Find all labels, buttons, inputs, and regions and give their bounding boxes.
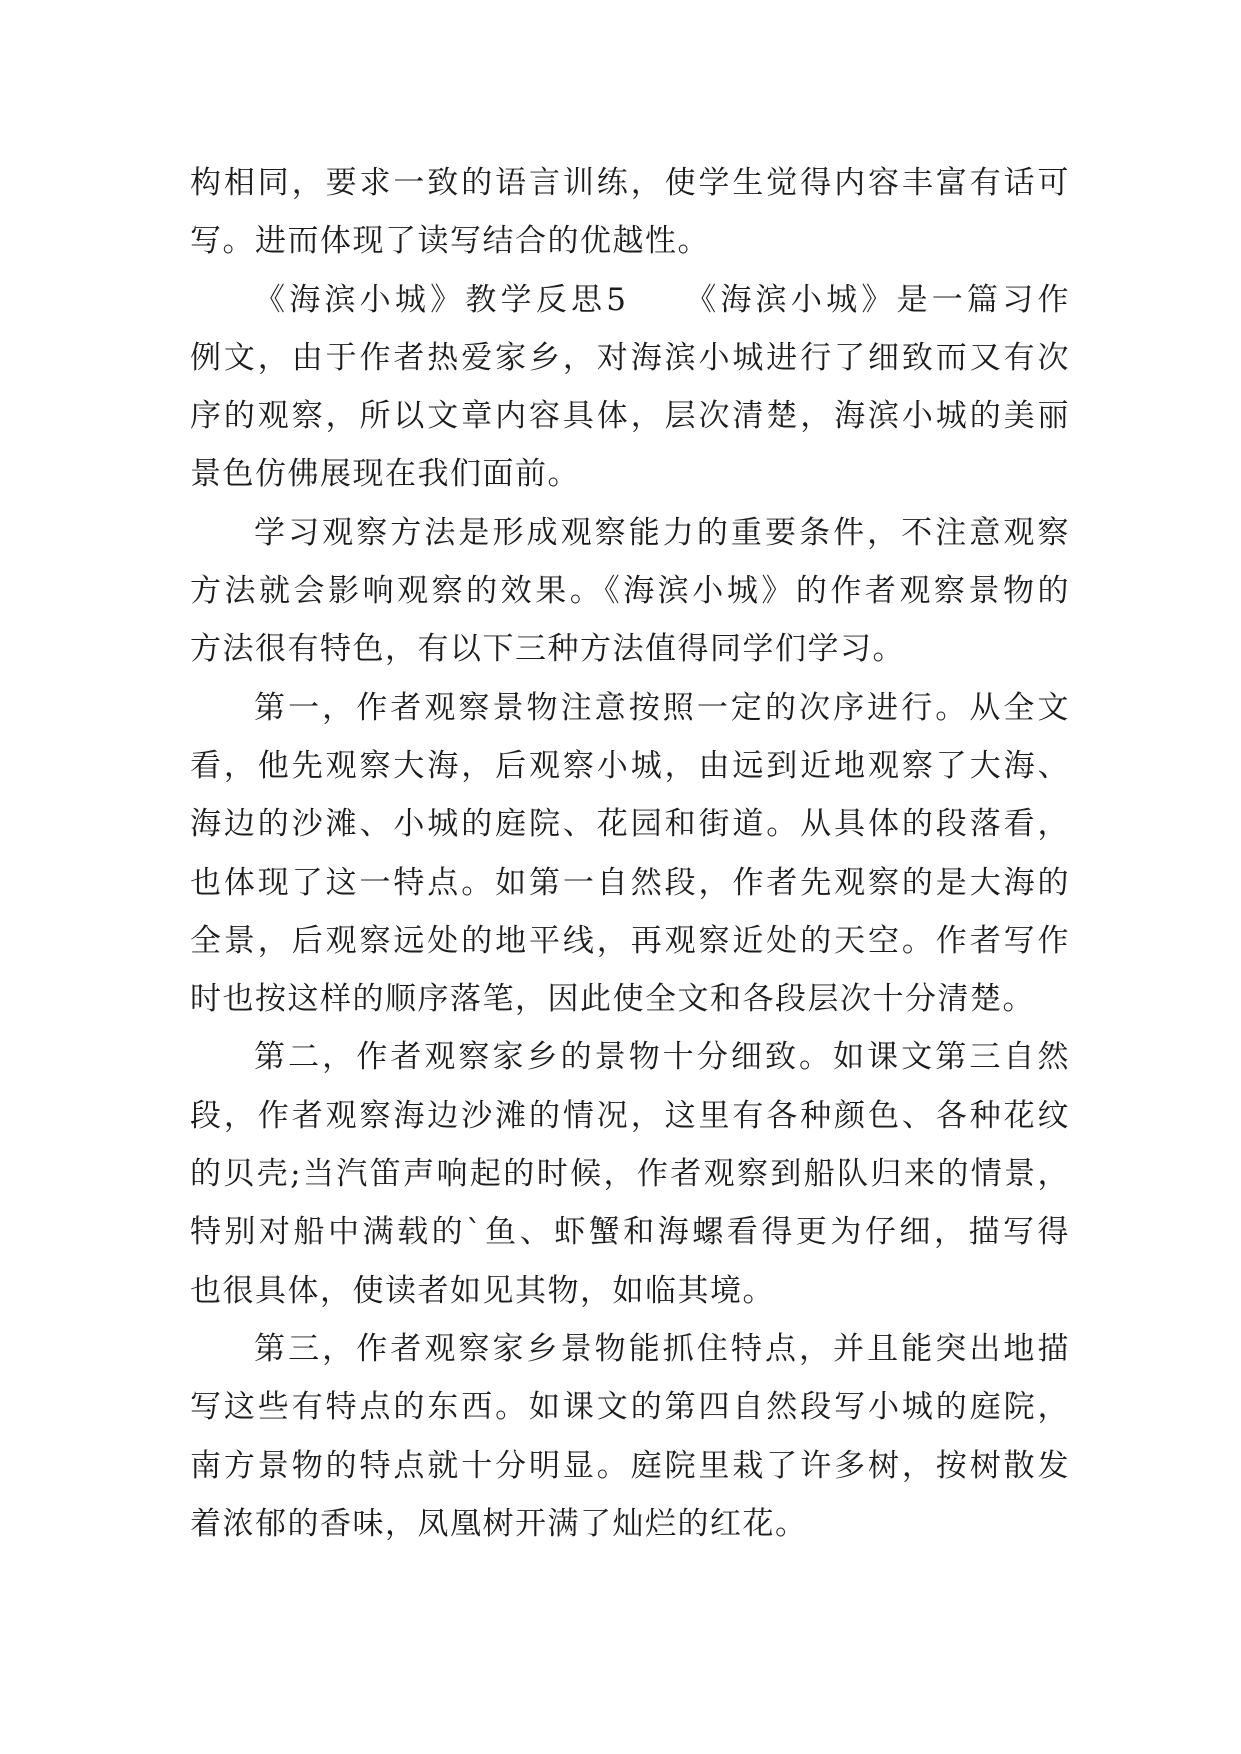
text-line: 第二，作者观察家乡的景物十分细致。如课文第三自然 [254, 1039, 1070, 1076]
text-line: 构相同，要求一致的语言训练，使学生觉得内容丰富有话可 [190, 165, 1070, 201]
text-line: 南方景物的特点就十分明显。庭院里栽了许多树，按树散发 [190, 1447, 1070, 1484]
text-line: 景色仿佛展现在我们面前。 [190, 456, 580, 493]
text-line: 方法就会影响观察的效果。《海滨小城》的作者观察景物的 [190, 573, 1070, 610]
text-line: 学习观察方法是形成观察能力的重要条件，不注意观察 [254, 514, 1070, 551]
paragraph-continuation [190, 154, 1070, 271]
text-line: 序的观察，所以文章内容具体，层次清楚，海滨小城的美丽 [190, 398, 1070, 435]
text-line: 看，他先观察大海，后观察小城，由远到近地观察了大海、 [190, 747, 1070, 784]
text-line: 写。进而体现了读写结合的优越性。 [190, 223, 710, 260]
text-line: 第一，作者观察景物注意按照一定的次序进行。从全文 [254, 689, 1070, 726]
document-body [190, 154, 1070, 1553]
text-line: 段，作者观察海边沙滩的情况，这里有各种颜色、各种花纹 [190, 1097, 1070, 1134]
paragraph-reflection-5 [190, 271, 1070, 504]
text-line: 着浓郁的香味，凤凰树开满了灿烂的红花。 [190, 1505, 808, 1542]
text-line: 时也按这样的顺序落笔，因此使全文和各段层次十分清楚。 [190, 981, 1035, 1018]
paragraph-first-point [190, 679, 1070, 1029]
text-line: 写这些有特点的东西。如课文的第四自然段写小城的庭院， [190, 1389, 1070, 1426]
paragraph-second-point [190, 1028, 1070, 1319]
text-line: 海边的沙滩、小城的庭院、花园和街道。从具体的段落看， [190, 806, 1070, 843]
text-line: 第三，作者观察家乡景物能抓住特点，并且能突出地描 [254, 1330, 1070, 1367]
paragraph-third-point [190, 1320, 1070, 1553]
text-line: 全景，后观察远处的地平线，再观察近处的天空。作者写作 [190, 922, 1070, 959]
text-line: 也很具体，使读者如见其物，如临其境。 [190, 1272, 775, 1309]
text-line: 《海滨小城》教学反思5 《海滨小城》是一篇习作 [254, 281, 1070, 318]
text-line: 特别对船中满载的`鱼、虾蟹和海螺看得更为仔细，描写得 [190, 1214, 1070, 1251]
text-line: 例文，由于作者热爱家乡，对海滨小城进行了细致而又有次 [190, 339, 1070, 376]
text-line: 也体现了这一特点。如第一自然段，作者先观察的是大海的 [190, 864, 1070, 901]
text-line: 的贝壳;当汽笛声响起的时候，作者观察到船队归来的情景， [190, 1156, 1070, 1193]
text-line: 方法很有特色，有以下三种方法值得同学们学习。 [190, 631, 905, 668]
paragraph-observation-method [190, 504, 1070, 679]
